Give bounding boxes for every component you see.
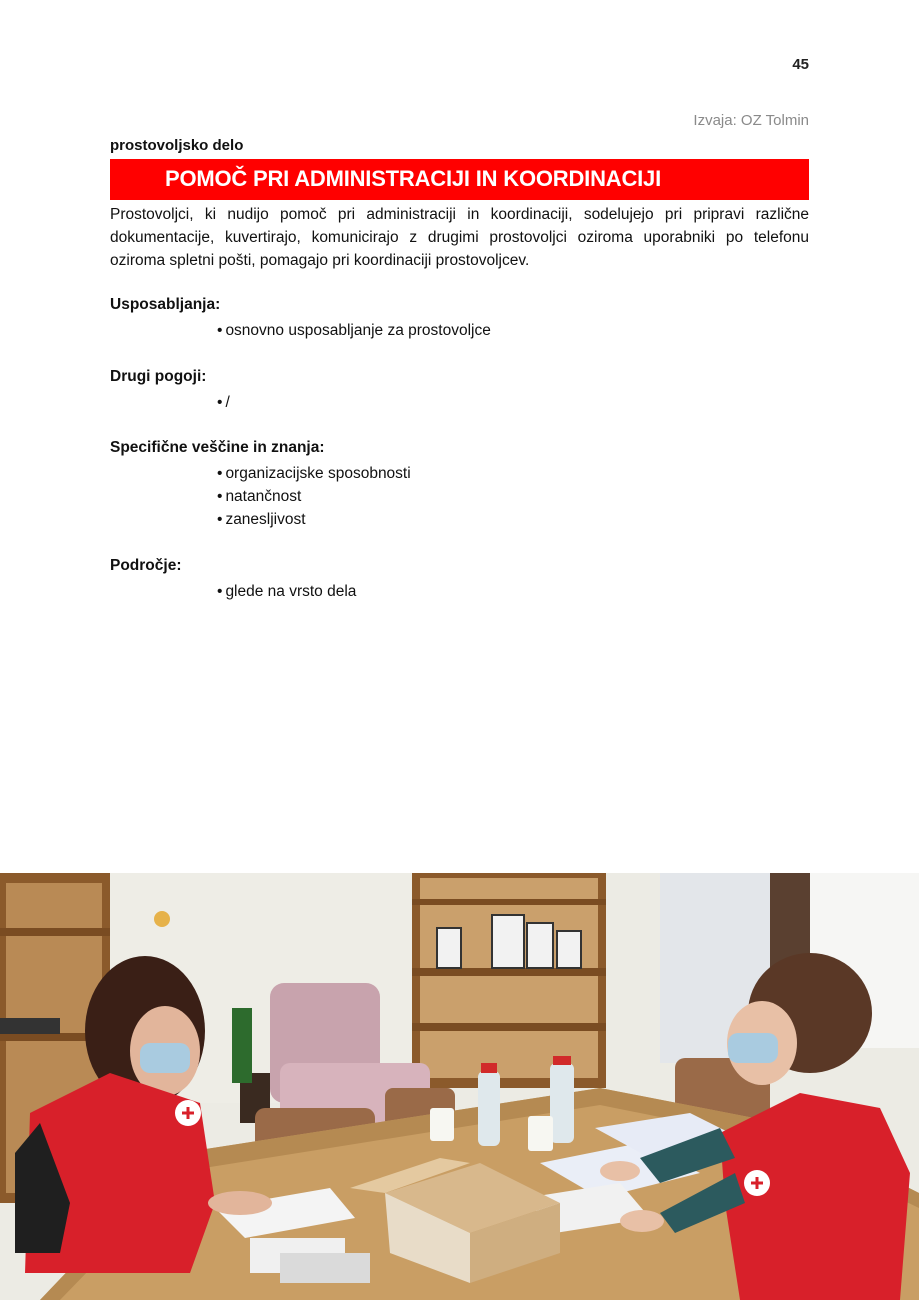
list-area	[217, 580, 356, 603]
category-label: prostovoljsko delo	[110, 137, 244, 154]
section-label-area: Področje:	[110, 557, 182, 574]
list-item: • zanesljivost	[217, 508, 411, 531]
list-item: • glede na vrsto dela	[217, 580, 356, 603]
list-item: • organizacijske sposobnosti	[217, 462, 411, 485]
section-label-conditions: Drugi pogoji:	[110, 368, 207, 385]
volunteers-photo	[0, 873, 919, 1300]
title-banner	[110, 159, 809, 200]
list-training	[217, 319, 491, 342]
list-item: • osnovno usposabljanje za prostovoljce	[217, 319, 491, 342]
list-item: • /	[217, 391, 230, 414]
intro-paragraph: Prostovoljci, ki nudijo pomoč pri administraciji in koordinaciji, sodelujejo pri pripravi različne dokumentacije, kuvertirajo, komunicirajo z drugimi prostovoljci oziroma uporabniki po telefonu oziroma spletni pošti, pomagajo pri koordinaciji prostovoljcev.	[110, 206, 809, 269]
list-skills	[217, 462, 411, 531]
list-conditions	[217, 391, 230, 414]
section-label-skills: Specifične veščine in znanja:	[110, 439, 325, 456]
list-item: • natančnost	[217, 485, 411, 508]
source-credit: Izvaja: OZ Tolmin	[693, 112, 809, 129]
page-title: POMOČ PRI ADMINISTRACIJI IN KOORDINACIJI	[165, 166, 661, 191]
page-number: 45	[792, 56, 809, 73]
section-label-training: Usposabljanja:	[110, 296, 221, 313]
